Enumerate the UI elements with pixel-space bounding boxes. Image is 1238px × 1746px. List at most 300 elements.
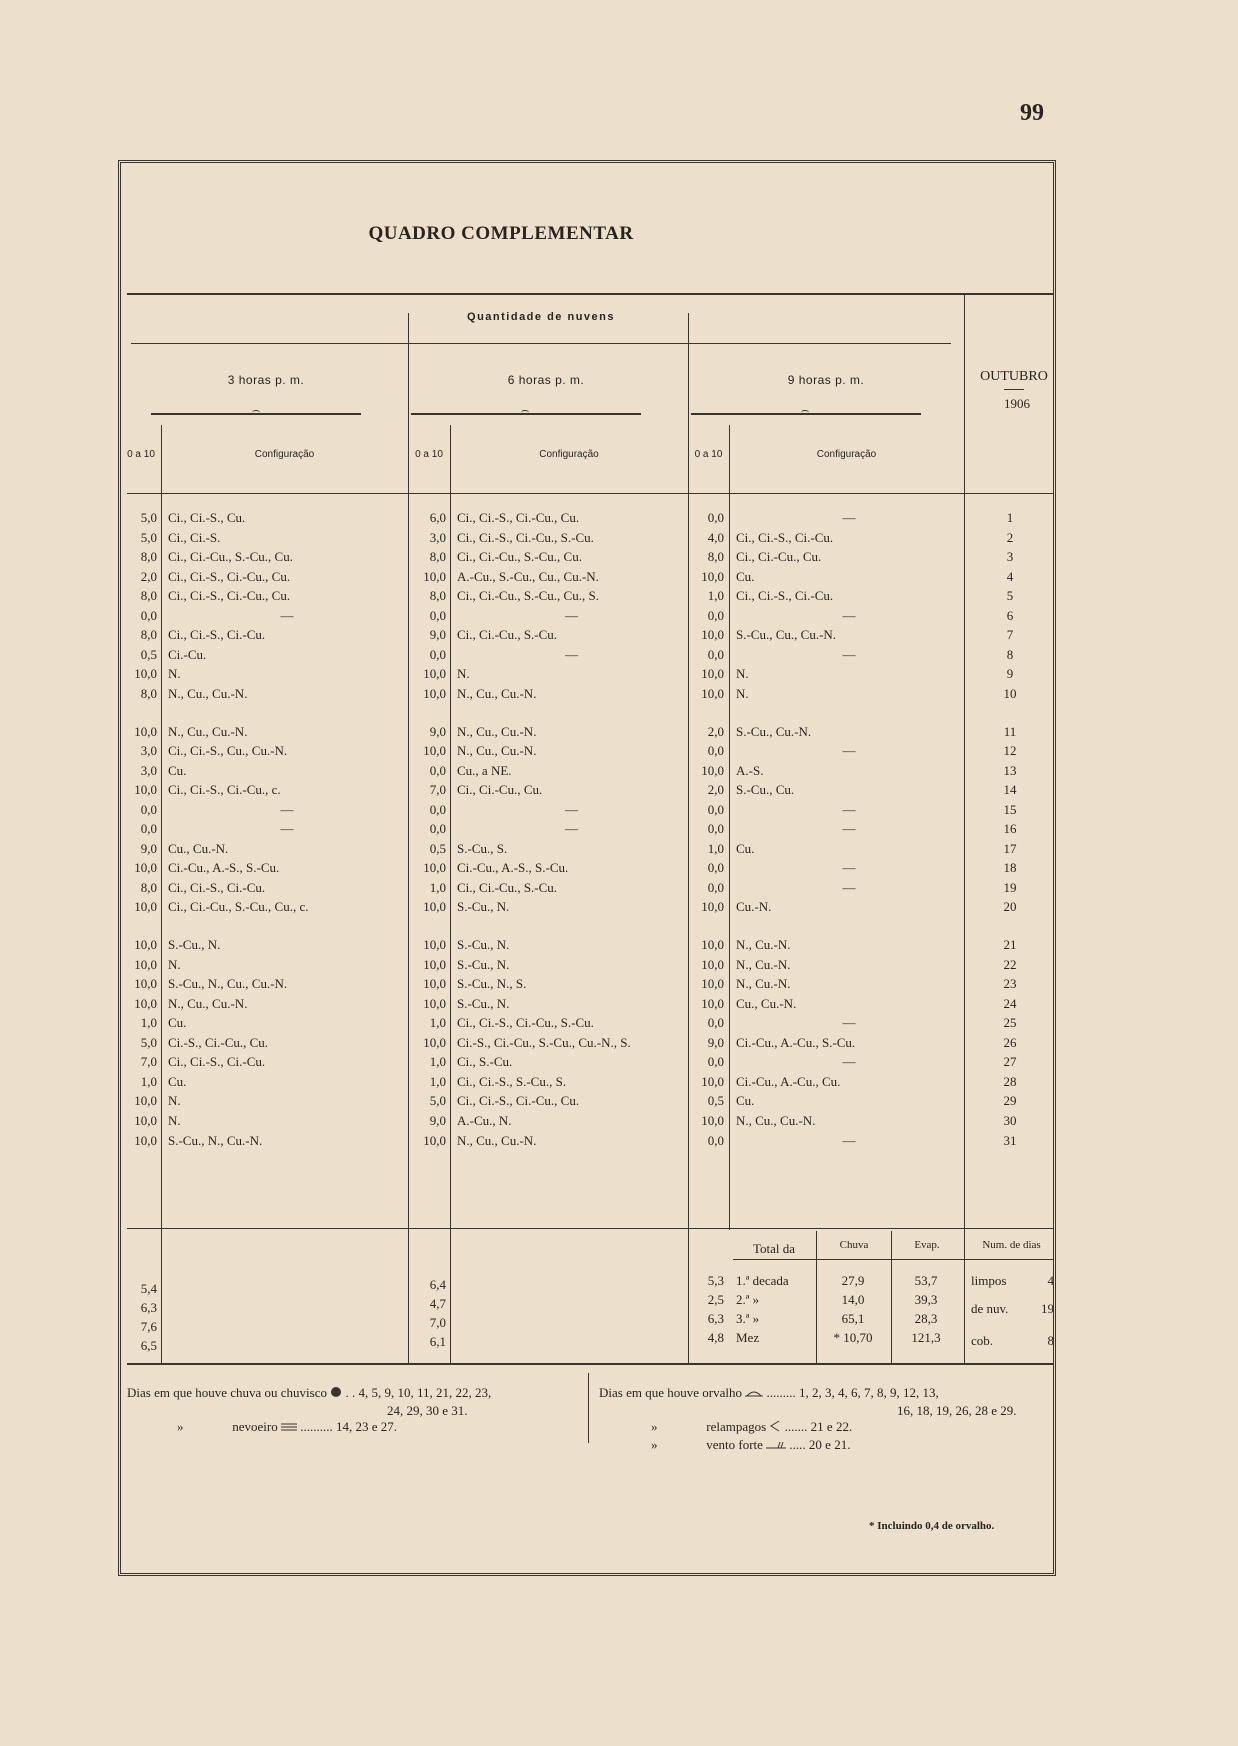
cloud-3h: 8,0 <box>140 588 157 604</box>
chuva-value: 65,1 <box>841 1311 865 1326</box>
day-number: 30 <box>1003 1112 1017 1128</box>
cloud-3h: 1,0 <box>140 1015 157 1031</box>
fog-label: nevoeiro <box>232 1419 278 1434</box>
config-3h: Ci.-S., Ci.-Cu., Cu. <box>168 1034 269 1050</box>
cloud-6h: 8,0 <box>429 549 446 565</box>
cloud-6h: 10,0 <box>423 956 446 972</box>
day-number: 29 <box>1003 1093 1017 1109</box>
cloud-6h: 0,0 <box>429 801 446 817</box>
mean-6h: 6,4 <box>429 1277 446 1292</box>
table-frame <box>118 160 1056 1576</box>
day-number: 9 <box>1006 666 1014 682</box>
cloud-3h: 10,0 <box>134 1132 157 1148</box>
mean-9h: 6,3 <box>707 1311 724 1326</box>
day-number: 26 <box>1003 1034 1017 1050</box>
table-row <box>121 1033 1057 1053</box>
table-row <box>121 547 1057 567</box>
cloud-6h: 8,0 <box>429 588 446 604</box>
config-6h: Ci., Ci.-S., Ci.-Cu., Cu. <box>457 1093 580 1109</box>
table-row <box>121 897 1057 917</box>
table-row <box>121 839 1057 859</box>
config-6h: S.-Cu., N. <box>457 995 510 1011</box>
config-9h: Cu. <box>736 568 755 584</box>
swash-6h <box>411 413 641 415</box>
cloud-9h: 10,0 <box>701 627 724 643</box>
cloud-6h: 0,0 <box>429 607 446 623</box>
period-label: 1.ª decada <box>736 1273 789 1288</box>
config-9h: — <box>842 1054 856 1070</box>
config-9h: N., Cu.-N. <box>736 937 791 952</box>
table-row <box>121 567 1057 587</box>
config-9h: Cu.-N. <box>736 899 772 915</box>
config-header-9h: Configuração <box>816 449 877 460</box>
cloud-9h: 0,0 <box>707 1054 724 1070</box>
config-6h: S.-Cu., N. <box>457 899 510 915</box>
config-9h: S.-Cu., Cu., Cu.-N. <box>736 627 837 643</box>
notes-rule <box>588 1373 589 1443</box>
cloud-9h: 0,0 <box>707 607 724 623</box>
cloud-3h: 10,0 <box>134 899 157 915</box>
cloud-9h: 8,0 <box>707 549 724 565</box>
config-6h: Ci., Ci.-S., Ci.-Cu., Cu. <box>457 510 580 525</box>
cloud-9h: 0,5 <box>707 1093 724 1109</box>
summary-head-rule <box>733 1259 1053 1260</box>
cloud-3h: 10,0 <box>134 1093 157 1109</box>
cloud-3h: 0,0 <box>140 801 157 817</box>
config-6h: Ci., Ci.-S., Ci.-Cu., S.-Cu. <box>457 1015 594 1031</box>
config-3h: Ci., Ci.-S., Ci.-Cu., c. <box>168 782 281 798</box>
config-6h: S.-Cu., N. <box>457 956 510 972</box>
config-3h: Ci.-Cu. <box>168 646 207 662</box>
table-row <box>121 858 1057 878</box>
fog-note: » nevoeiro .......... 14, 23 e 27. <box>177 1419 397 1436</box>
config-6h: Ci., Ci.-Cu., S.-Cu. <box>457 879 558 895</box>
cloud-6h: 9,0 <box>429 723 446 739</box>
cloud-9h: 10,0 <box>701 685 724 701</box>
config-9h: — <box>842 607 856 623</box>
table-row <box>121 955 1057 975</box>
cloud-6h: 1,0 <box>429 1054 446 1070</box>
cloud-9h: 10,0 <box>701 762 724 778</box>
table-row <box>121 780 1057 800</box>
days-type-label: de nuv. <box>971 1301 1009 1316</box>
cloud-3h: 0,5 <box>140 646 157 662</box>
wind-label: vento forte <box>706 1437 763 1452</box>
config-9h: S.-Cu., Cu. <box>736 782 795 798</box>
config-6h: S.-Cu., N., S. <box>457 976 527 992</box>
lightning-note: » relampagos ....... 21 e 22. <box>651 1419 852 1436</box>
cloud-3h: 0,0 <box>140 821 157 837</box>
mean-6h: 7,0 <box>429 1315 446 1330</box>
mean-6h: 6,1 <box>429 1334 446 1349</box>
config-3h: Ci.-Cu., A.-S., S.-Cu. <box>168 860 280 876</box>
cloud-3h: 5,0 <box>140 1034 157 1050</box>
config-6h: Ci.-Cu., A.-S., S.-Cu. <box>457 860 569 876</box>
cloud-9h: 2,0 <box>707 723 724 739</box>
table-row <box>121 800 1057 820</box>
config-3h: S.-Cu., N., Cu.-N. <box>168 1132 263 1148</box>
chuva-value: * 10,70 <box>833 1330 873 1345</box>
cloud-6h: 1,0 <box>429 1073 446 1089</box>
days-type-label: limpos <box>971 1273 1007 1288</box>
month-label: OUTUBRO <box>980 369 1048 384</box>
cloud-9h: 9,0 <box>707 1034 724 1050</box>
hour-6-header: 6 horas p. m. <box>507 373 585 387</box>
ditto-mark: » <box>651 1419 658 1434</box>
config-9h: Ci., Ci.-Cu., Cu. <box>736 549 822 565</box>
config-9h: Cu. <box>736 1093 755 1109</box>
config-3h: N., Cu., Cu.-N. <box>168 685 248 701</box>
chuva-label: Chuva <box>839 1239 869 1251</box>
day-number: 23 <box>1003 976 1017 992</box>
config-6h: N., Cu., Cu.-N. <box>457 743 537 759</box>
config-3h: Ci., Ci.-S., Ci.-Cu., Cu. <box>168 568 291 584</box>
table-title: QUADRO COMPLEMENTAR <box>368 223 634 244</box>
day-number: 6 <box>1006 607 1014 623</box>
swash-3h <box>151 413 361 415</box>
lightning-label: relampagos <box>706 1419 767 1434</box>
cloud-6h: 6,0 <box>429 510 446 525</box>
dew-label: Dias em que houve orvalho <box>599 1385 742 1400</box>
config-6h: — <box>565 801 578 817</box>
month-header <box>969 369 1059 412</box>
table-row <box>121 819 1057 839</box>
config-9h: — <box>842 646 856 662</box>
table-row <box>121 1111 1057 1131</box>
day-number: 7 <box>1006 627 1014 643</box>
cloud-6h: 10,0 <box>423 976 446 992</box>
fog-symbol-icon <box>281 1420 297 1436</box>
config-6h: — <box>565 646 578 662</box>
cloud-6h: 10,0 <box>423 743 446 759</box>
config-9h: N. <box>736 685 749 701</box>
period-label: 2.ª » <box>736 1292 760 1307</box>
scale-header-9h: 0 a 10 <box>694 449 723 460</box>
quantity-rule <box>131 343 951 344</box>
config-header-3h: Configuração <box>254 449 315 460</box>
cloud-3h: 10,0 <box>134 723 157 739</box>
cloud-9h: 2,0 <box>707 782 724 798</box>
header-rule <box>127 493 1053 494</box>
days-label: Num. de dias <box>982 1239 1041 1251</box>
evap-value: 53,7 <box>914 1273 938 1288</box>
table-row <box>121 935 1057 955</box>
table-row <box>121 528 1057 548</box>
cloud-3h: 10,0 <box>134 956 157 972</box>
config-3h: Ci., Ci.-S., Ci.-Cu. <box>168 627 266 643</box>
cloud-6h: 1,0 <box>429 1015 446 1031</box>
table-row <box>121 1072 1057 1092</box>
config-9h: Ci., Ci.-S., Ci.-Cu. <box>736 588 834 604</box>
rain-days-2: 24, 29, 30 e 31. <box>387 1403 468 1418</box>
period-label: Mez <box>736 1330 760 1345</box>
col-rule-6 <box>816 1231 817 1363</box>
config-3h: Ci., Ci.-S., Ci.-Cu. <box>168 879 266 895</box>
config-9h: Ci.-Cu., A.-Cu., Cu. <box>736 1073 841 1089</box>
day-number: 2 <box>1006 529 1014 545</box>
config-3h: N. <box>168 1093 181 1109</box>
mean-6h: 4,7 <box>429 1296 446 1311</box>
config-6h: Ci., Ci.-Cu., S.-Cu., Cu., S. <box>457 588 599 604</box>
config-6h: — <box>565 607 578 623</box>
day-number: 15 <box>1003 801 1017 817</box>
cloud-3h: 10,0 <box>134 1112 157 1128</box>
day-number: 27 <box>1003 1054 1017 1070</box>
cloud-3h: 8,0 <box>140 549 157 565</box>
hour-3-header: 3 horas p. m. <box>227 373 305 387</box>
config-3h: — <box>280 821 294 837</box>
cloud-3h: 7,0 <box>140 1054 157 1070</box>
day-number: 31 <box>1003 1132 1017 1148</box>
table-row <box>121 741 1057 761</box>
table-row <box>121 1052 1057 1072</box>
config-9h: Ci., Ci.-S., Ci.-Cu. <box>736 529 834 545</box>
cloud-9h: 0,0 <box>707 821 724 837</box>
config-9h: — <box>842 801 856 817</box>
rain-symbol-icon <box>330 1386 342 1402</box>
quantity-header: Quantidade de nuvens <box>467 311 615 323</box>
evap-value: 39,3 <box>914 1292 938 1307</box>
day-number: 10 <box>1003 685 1017 701</box>
cloud-6h: 5,0 <box>429 1093 446 1109</box>
config-3h: Cu. <box>168 1073 187 1089</box>
config-3h: S.-Cu., N., Cu., Cu.-N. <box>168 976 288 992</box>
table-row <box>121 606 1057 626</box>
cloud-6h: 10,0 <box>423 1132 446 1148</box>
table-row <box>121 761 1057 781</box>
day-number: 22 <box>1003 956 1017 972</box>
ditto-mark: » <box>651 1437 658 1452</box>
cloud-6h: 3,0 <box>429 529 446 545</box>
config-3h: Ci., Ci.-Cu., S.-Cu., Cu. <box>168 549 293 565</box>
config-9h: — <box>842 821 856 837</box>
config-9h: N., Cu.-N. <box>736 956 791 972</box>
config-3h: Ci., Ci.-S., Ci.-Cu., Cu. <box>168 588 291 604</box>
cloud-3h: 2,0 <box>140 568 157 584</box>
cloud-6h: 10,0 <box>423 666 446 682</box>
config-3h: Ci., Ci.-S., Cu., Cu.-N. <box>168 743 288 759</box>
cloud-9h: 10,0 <box>701 995 724 1011</box>
day-number: 25 <box>1003 1015 1017 1031</box>
day-number: 8 <box>1006 646 1014 662</box>
table-row <box>121 645 1057 665</box>
cloud-3h: 8,0 <box>140 685 157 701</box>
cloud-6h: 10,0 <box>423 685 446 701</box>
table-row <box>121 684 1057 704</box>
config-3h: Ci., Ci.-S., Cu. <box>168 510 246 525</box>
table-row <box>121 1091 1057 1111</box>
config-6h: Ci., S.-Cu. <box>457 1054 513 1070</box>
cloud-3h: 10,0 <box>134 860 157 876</box>
config-6h: Ci., Ci.-S., Ci.-Cu., S.-Cu. <box>457 529 594 545</box>
day-number: 17 <box>1003 840 1017 856</box>
config-3h: N. <box>168 1112 181 1128</box>
config-3h: — <box>280 801 294 817</box>
cloud-9h: 10,0 <box>701 1073 724 1089</box>
config-9h: Cu., Cu.-N. <box>736 995 797 1011</box>
table-row <box>121 994 1057 1014</box>
day-number: 20 <box>1003 899 1017 915</box>
ditto-mark: » <box>177 1419 184 1434</box>
cloud-3h: 5,0 <box>140 510 157 525</box>
config-9h: Cu. <box>736 840 755 856</box>
cloud-3h: 5,0 <box>140 529 157 545</box>
mean-3h: 7,6 <box>140 1319 157 1334</box>
wind-note: » vento forte ..... 20 e 21. <box>651 1437 850 1454</box>
config-3h: — <box>280 607 294 623</box>
title-rule <box>127 293 1053 295</box>
evap-value: 28,3 <box>914 1311 938 1326</box>
col-rule-7 <box>891 1231 892 1363</box>
evap-label: Evap. <box>914 1239 940 1251</box>
cloud-9h: 0,0 <box>707 646 724 662</box>
fog-days: 14, 23 e 27. <box>335 1419 398 1434</box>
page-number: 99 <box>1020 100 1044 126</box>
day-number: 18 <box>1003 860 1017 876</box>
config-3h: Ci., Ci.-S., Ci.-Cu. <box>168 1054 266 1070</box>
config-9h: — <box>842 860 856 876</box>
period-label: 3.ª » <box>736 1311 760 1326</box>
config-9h: — <box>842 1015 856 1031</box>
config-6h: N. <box>457 666 470 682</box>
swash-9h <box>691 413 921 415</box>
cloud-9h: 10,0 <box>701 666 724 682</box>
cloud-6h: 10,0 <box>423 568 446 584</box>
config-6h: N., Cu., Cu.-N. <box>457 1132 537 1148</box>
day-number: 3 <box>1006 549 1014 565</box>
day-number: 16 <box>1003 821 1017 837</box>
table-row <box>121 974 1057 994</box>
mean-3h: 6,3 <box>140 1300 157 1315</box>
config-9h: — <box>842 1132 856 1148</box>
dew-symbol-icon <box>745 1386 763 1402</box>
dew-note: Dias em que houve orvalho ......... 1, 2, 3, 4, 6, 7, 8, 9, 12, 13, <box>599 1385 939 1402</box>
config-3h: N., Cu., Cu.-N. <box>168 723 248 739</box>
cloud-6h: 1,0 <box>429 879 446 895</box>
evap-value: 121,3 <box>911 1330 941 1345</box>
config-6h: A.-Cu., N. <box>457 1112 512 1128</box>
cloud-9h: 10,0 <box>701 568 724 584</box>
config-6h: Ci., Ci.-Cu., Cu. <box>457 782 543 798</box>
summary-end-rule <box>127 1363 1053 1365</box>
cloud-9h: 0,0 <box>707 801 724 817</box>
config-9h: — <box>842 510 856 525</box>
config-6h: Ci., Ci.-S., S.-Cu., S. <box>457 1073 567 1089</box>
cloud-6h: 10,0 <box>423 995 446 1011</box>
year-label: 1906 <box>1004 389 1024 412</box>
day-number: 19 <box>1003 879 1017 895</box>
day-number: 12 <box>1003 743 1017 759</box>
config-3h: Ci., Ci.-Cu., S.-Cu., Cu., c. <box>168 899 309 915</box>
cloud-3h: 3,0 <box>140 743 157 759</box>
cloud-6h: 0,0 <box>429 762 446 778</box>
hour-9-header: 9 horas p. m. <box>787 373 865 387</box>
days-count: 8 <box>1047 1333 1054 1348</box>
cloud-6h: 10,0 <box>423 937 446 952</box>
cloud-6h: 10,0 <box>423 899 446 915</box>
rain-note: Dias em que houve chuva ou chuvisco . . 4, 5, 9, 10, 11, 21, 22, 23, <box>127 1385 491 1402</box>
body-end-rule <box>127 1228 1053 1229</box>
config-3h: Cu., Cu.-N. <box>168 840 229 856</box>
cloud-6h: 10,0 <box>423 1034 446 1050</box>
day-number: 24 <box>1003 995 1017 1011</box>
cloud-9h: 10,0 <box>701 956 724 972</box>
cloud-6h: 10,0 <box>423 860 446 876</box>
day-number: 4 <box>1006 568 1014 584</box>
rain-label: Dias em que houve chuva ou chuvisco <box>127 1385 328 1400</box>
total-label: Total da <box>752 1241 796 1256</box>
scale-header-6h: 0 a 10 <box>415 449 443 460</box>
table-row <box>121 664 1057 684</box>
config-9h: — <box>842 743 856 759</box>
day-number: 1 <box>1006 510 1014 525</box>
chuva-value: 14,0 <box>841 1292 865 1307</box>
config-6h: Ci., Ci.-Cu., S.-Cu. <box>457 627 558 643</box>
cloud-3h: 8,0 <box>140 627 157 643</box>
config-3h: S.-Cu., N. <box>168 937 221 952</box>
cloud-6h: 0,0 <box>429 646 446 662</box>
cloud-6h: 9,0 <box>429 1112 446 1128</box>
cloud-3h: 10,0 <box>134 782 157 798</box>
dew-days-2: 16, 18, 19, 26, 28 e 29. <box>897 1403 1017 1418</box>
config-6h: N., Cu., Cu.-N. <box>457 723 537 739</box>
mean-3h: 6,5 <box>140 1338 157 1353</box>
day-number: 13 <box>1003 762 1017 778</box>
day-number: 5 <box>1006 588 1014 604</box>
cloud-9h: 4,0 <box>707 529 724 545</box>
config-9h: — <box>842 879 856 895</box>
config-3h: Cu. <box>168 1015 187 1031</box>
dew-days-1: 1, 2, 3, 4, 6, 7, 8, 9, 12, 13, <box>798 1385 939 1400</box>
config-3h: N. <box>168 956 181 972</box>
table-row <box>121 1131 1057 1151</box>
mean-3h: 5,4 <box>140 1281 157 1296</box>
cloud-3h: 8,0 <box>140 879 157 895</box>
config-6h: — <box>565 821 578 837</box>
config-6h: N., Cu., Cu.-N. <box>457 685 537 701</box>
day-number: 11 <box>1003 723 1017 739</box>
footnote: * Incluindo 0,4 de orvalho. <box>869 1520 995 1532</box>
cloud-3h: 10,0 <box>134 976 157 992</box>
cloud-3h: 10,0 <box>134 995 157 1011</box>
config-6h: S.-Cu., N. <box>457 937 510 952</box>
days-count: 19 <box>1041 1301 1054 1316</box>
table-row <box>121 625 1057 645</box>
cloud-9h: 0,0 <box>707 510 724 525</box>
cloud-3h: 3,0 <box>140 762 157 778</box>
cloud-6h: 9,0 <box>429 627 446 643</box>
cloud-9h: 0,0 <box>707 879 724 895</box>
cloud-9h: 1,0 <box>707 840 724 856</box>
days-type-label: cob. <box>971 1333 994 1348</box>
mean-9h: 4,8 <box>707 1330 724 1345</box>
cloud-6h: 0,5 <box>429 840 446 856</box>
cloud-9h: 0,0 <box>707 1132 724 1148</box>
cloud-6h: 0,0 <box>429 821 446 837</box>
table-row <box>121 508 1057 528</box>
wind-days: 20 e 21. <box>808 1437 851 1452</box>
day-number: 21 <box>1003 937 1017 952</box>
table-row <box>121 878 1057 898</box>
config-9h: S.-Cu., Cu.-N. <box>736 723 812 739</box>
rain-days-1: 4, 5, 9, 10, 11, 21, 22, 23, <box>358 1385 492 1400</box>
chuva-value: 27,9 <box>841 1273 865 1288</box>
cloud-9h: 10,0 <box>701 937 724 952</box>
cloud-9h: 10,0 <box>701 976 724 992</box>
config-3h: N., Cu., Cu.-N. <box>168 995 248 1011</box>
config-6h: A.-Cu., S.-Cu., Cu., Cu.-N. <box>457 568 599 584</box>
cloud-3h: 10,0 <box>134 937 157 952</box>
